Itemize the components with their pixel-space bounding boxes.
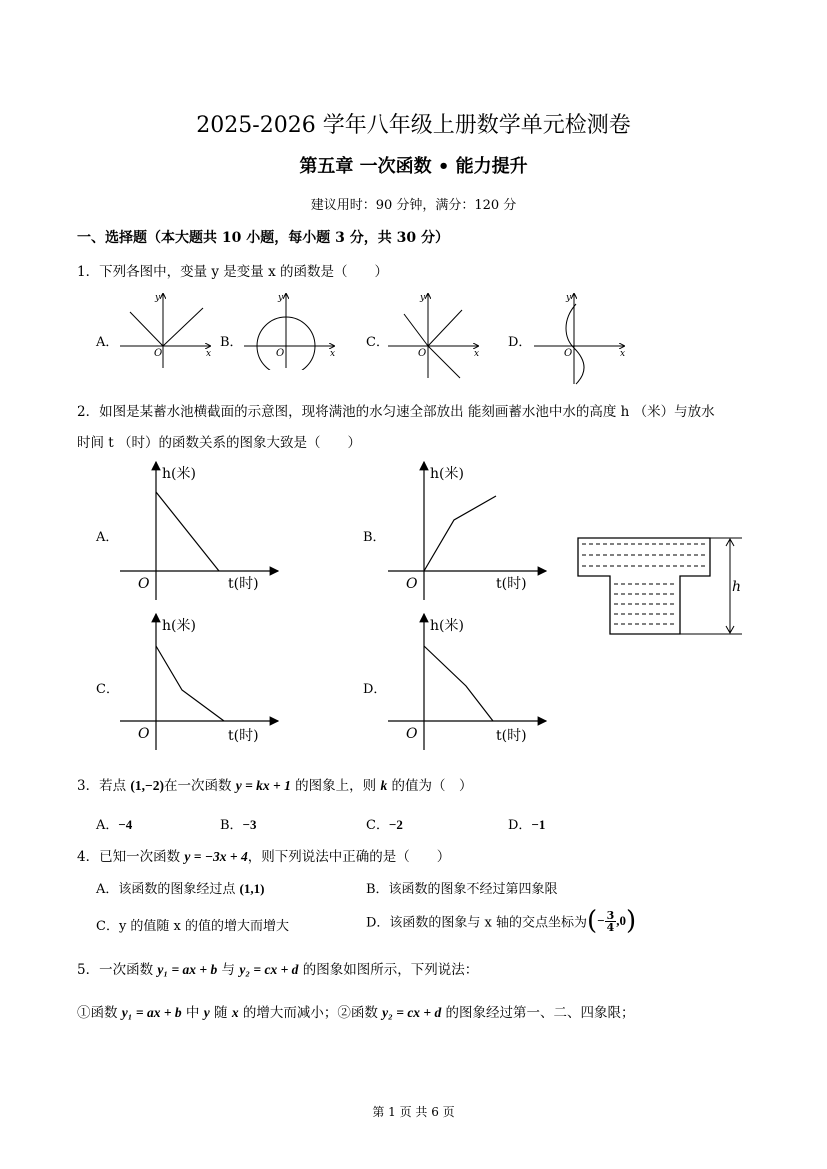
q1-option-d-label: D． — [508, 335, 532, 350]
chapter-subtitle: 第五章 一次函数 • 能力提升 — [299, 156, 528, 177]
svg-text:x: x — [620, 349, 626, 359]
q3-option-c: C．−2 — [366, 817, 403, 833]
q2-option-d-label: D． — [363, 682, 387, 697]
q4-option-a: A．该函数的图象经过点 (1,1) — [96, 881, 265, 897]
section-heading: 一、选择题（本大题共 10 小题，每小题 3 分，共 30 分） — [77, 230, 449, 246]
q1-option-b-label: B． — [220, 335, 243, 350]
page-footer: 第 1 页 共 6 页 — [372, 1105, 455, 1119]
q3-option-d: D．−1 — [508, 817, 546, 833]
q3-stem: 3．若点 (1,−2)在一次函数 y = kx + 1 的图象上，则 k 的值为（ ） — [77, 778, 473, 794]
q1-graph-a — [118, 290, 218, 370]
q1-option-a-label: A． — [96, 335, 119, 350]
svg-text:x: x — [474, 349, 480, 359]
svg-text:y: y — [420, 293, 426, 303]
q2-stem-line2: 时间 t （时）的函数关系的图象大致是（ ） — [77, 435, 362, 451]
svg-text:t(时): t(时) — [496, 728, 527, 744]
svg-text:t(时): t(时) — [496, 576, 527, 592]
q2-graph-d — [386, 610, 556, 755]
svg-text:y: y — [278, 293, 284, 303]
svg-text:x: x — [330, 349, 336, 359]
q4-stem: 4．已知一次函数 y = −3x + 4，则下列说法中正确的是（ ） — [77, 849, 451, 865]
pool-height-label: h — [732, 579, 742, 595]
q1-option-c-label: C． — [366, 335, 389, 350]
exam-title: 2025-2026 学年八年级上册数学单元检测卷 — [196, 113, 631, 138]
svg-text:h(米): h(米) — [162, 466, 196, 482]
q1-stem: 1．下列各图中，变量 y 是变量 x 的函数是（ ） — [77, 264, 388, 280]
svg-text:t(时): t(时) — [228, 728, 259, 744]
svg-text:O: O — [564, 348, 573, 359]
svg-text:O: O — [406, 576, 418, 592]
svg-text:O: O — [406, 726, 418, 742]
q2-option-c-label: C． — [96, 682, 119, 697]
q2-stem-line1: 2．如图是某蓄水池横截面的示意图，现将满池的水匀速全部放出 能刻画蓄水池中水的高度 h （米）与放水 — [77, 404, 715, 420]
q4-option-b: B．该函数的图象不经过第四象限 — [366, 882, 558, 897]
q2-pool-diagram — [570, 528, 750, 640]
q3-option-a: A．−4 — [96, 817, 133, 833]
q4-option-c: C．y 的值随 x 的值的增大而增大 — [96, 919, 290, 934]
svg-text:h(米): h(米) — [430, 466, 464, 482]
svg-text:y: y — [566, 293, 572, 303]
q2-graph-c — [118, 610, 288, 755]
svg-text:O: O — [154, 348, 163, 359]
q2-graph-a — [118, 458, 288, 603]
svg-text:O: O — [138, 726, 150, 742]
q1-graph-b — [242, 290, 342, 370]
svg-text:O: O — [276, 348, 285, 359]
svg-text:h(米): h(米) — [162, 618, 196, 634]
svg-text:x: x — [206, 349, 212, 359]
svg-text:t(时): t(时) — [228, 576, 259, 592]
svg-text:O: O — [418, 348, 427, 359]
q2-graph-b — [386, 458, 556, 603]
q3-option-b: B．−3 — [220, 817, 257, 833]
svg-text:h(米): h(米) — [430, 618, 464, 634]
q1-graph-c — [386, 290, 486, 380]
q5-statements: ①函数 y₁ = ax + b 中 y 随 x 的增大而减小；②函数 y₂ = cx + d 的图象经过第一、二、四象限； — [77, 1005, 635, 1021]
q4-option-d: D．该函数的图象与 x 轴的交点坐标为(− $\frac{3}{4}$ ,0) — [366, 906, 637, 936]
q2-option-a-label: A． — [96, 530, 119, 545]
q5-stem: 5．一次函数 y₁ = ax + b 与 y₂ = cx + d 的图象如图所示，下列说法： — [77, 962, 479, 978]
q1-graph-d — [532, 290, 632, 386]
svg-text:O: O — [138, 576, 150, 592]
exam-info: 建议用时：90 分钟，满分：120 分 — [310, 198, 517, 213]
svg-text:y: y — [155, 293, 161, 303]
q2-option-b-label: B． — [363, 530, 386, 545]
